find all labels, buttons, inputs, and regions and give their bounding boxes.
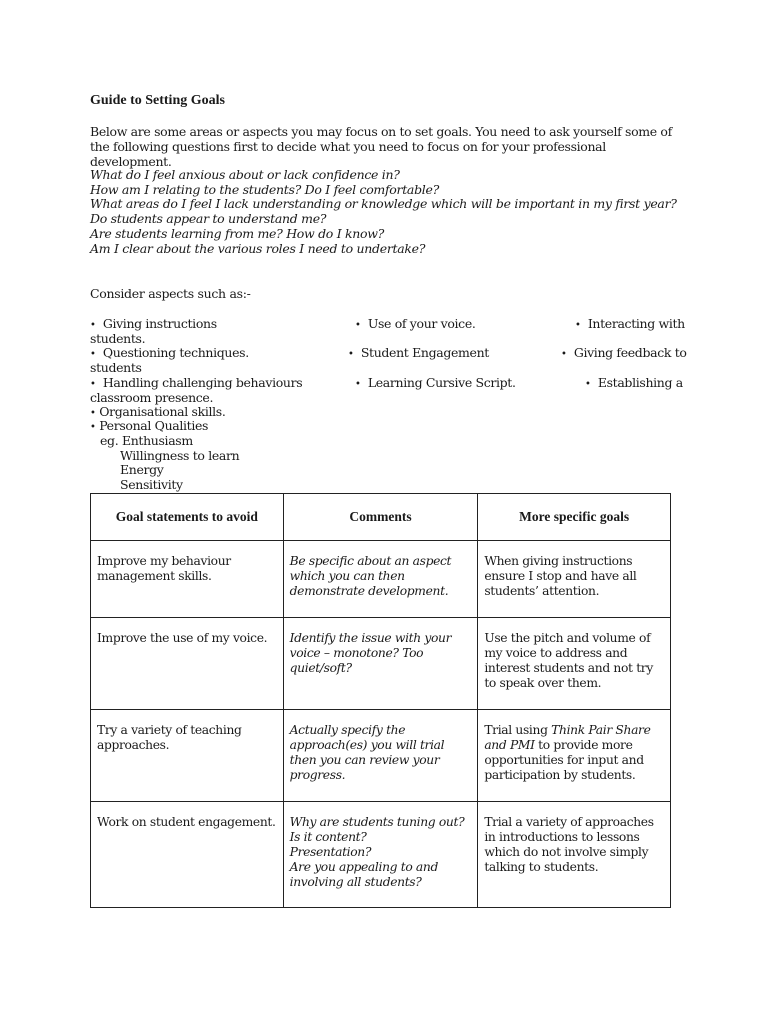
aspect-item <box>348 345 489 362</box>
goal-to-avoid: Try a variety of teaching approaches. <box>97 723 242 752</box>
specific-goal: Trial a variety of approaches in introductions to lessons which do not involve simply talking to students. <box>484 815 654 874</box>
table-cell <box>91 710 284 802</box>
table-cell <box>478 802 671 908</box>
aspect-label: Learning Cursive Script. <box>367 375 516 390</box>
aspect-item <box>585 375 683 392</box>
aspect-label: Personal Qualities <box>99 418 209 433</box>
page-title: Guide to Setting Goals <box>90 93 225 108</box>
aspect-wrap: classroom presence. <box>90 390 214 405</box>
table-cell <box>283 618 478 710</box>
comment-line: Why are students tuning out? <box>289 815 465 829</box>
comment-line: Are you appealing to and involving all students? <box>289 860 439 889</box>
comment: Identify the issue with your voice – monotone? Too quiet/soft? <box>289 631 452 675</box>
table-header-row <box>91 494 671 541</box>
aspect-item <box>355 316 476 333</box>
question: What do I feel anxious about or lack confidence in? <box>90 167 400 182</box>
quality-item: Sensitivity <box>120 477 183 492</box>
column-header: More specific goals <box>478 494 671 541</box>
table-cell <box>283 541 478 618</box>
specific-goal-text: Trial using <box>484 723 552 737</box>
goal-to-avoid: Work on student engagement. <box>97 815 276 829</box>
goal-to-avoid: Improve my behaviour management skills. <box>97 554 231 583</box>
aspect-label: Giving feedback to <box>573 345 687 360</box>
specific-goal: Use the pitch and volume of my voice to address and interest students and not try to speak over them. <box>484 631 653 690</box>
aspect-label: Giving instructions <box>102 316 217 331</box>
aspect-label: Interacting with <box>587 316 685 331</box>
bullet-icon: • <box>90 408 96 419</box>
strategy-names: Think Pair Share and PMI <box>484 723 651 752</box>
aspect-wrap: students. <box>90 331 146 346</box>
bullet-icon: • <box>561 349 567 360</box>
bullet-icon: • <box>355 379 361 390</box>
column-header: Goal statements to avoid <box>91 494 284 541</box>
table-row <box>91 618 671 710</box>
bullet-icon: • <box>575 320 581 331</box>
specific-goal: When giving instructions ensure I stop and have all students’ attention. <box>484 554 637 598</box>
goal-to-avoid: Improve the use of my voice. <box>97 631 268 645</box>
aspect-wrap: students <box>90 360 142 375</box>
comment-line: Presentation? <box>289 845 372 859</box>
aspect-label: Student Engagement <box>360 345 489 360</box>
table-cell <box>91 618 284 710</box>
qualities-eg: eg. Enthusiasm <box>100 433 193 448</box>
aspect-label: Organisational skills. <box>99 404 226 419</box>
table-row <box>91 802 671 908</box>
quality-item: Energy <box>120 462 164 477</box>
question: What areas do I feel I lack understanding or knowledge which will be important in my first year? <box>90 196 677 212</box>
aspect-label: Establishing a <box>597 375 683 390</box>
question: How am I relating to the students? Do I feel comfortable? <box>90 181 439 197</box>
comment: Be specific about an aspect which you can then demonstrate development. <box>289 554 452 598</box>
comment-line: Is it content? <box>289 830 367 844</box>
intro-paragraph: Below are some areas or aspects you may focus on to set goals. You need to ask yourself some of the following questions first to decide what you need to focus on for your professional development. <box>90 124 672 169</box>
table-cell <box>283 710 478 802</box>
table-row <box>91 710 671 802</box>
specific-goal-text: to provide more opportunities for input and participation by students. <box>484 738 644 782</box>
aspect-item <box>561 345 687 362</box>
aspect-label: Use of your voice. <box>367 316 476 331</box>
goals-table <box>90 493 671 908</box>
table-row <box>91 541 671 618</box>
comment <box>284 802 478 896</box>
table-cell <box>283 802 478 908</box>
table-cell <box>91 802 284 908</box>
table-cell <box>478 618 671 710</box>
table-cell <box>91 541 284 618</box>
bullet-icon: • <box>348 349 354 360</box>
table-cell <box>478 710 671 802</box>
bullet-icon: • <box>355 320 361 331</box>
question: Are students learning from me? How do I know? <box>90 225 385 241</box>
aspect-item <box>355 375 516 392</box>
comment: Actually specify the approach(es) you will trial then you can review your progress. <box>289 723 445 782</box>
consider-label: Consider aspects such as:- <box>90 286 251 301</box>
bullet-icon: • <box>90 379 96 390</box>
bullet-icon: • <box>585 379 591 390</box>
quality-item: Willingness to learn <box>120 448 240 463</box>
bullet-icon: • <box>90 422 96 433</box>
column-header: Comments <box>283 494 478 541</box>
aspect-label: Handling challenging behaviours <box>102 375 303 390</box>
reflection-questions <box>90 168 677 256</box>
bullet-icon: • <box>90 320 96 331</box>
question: Am I clear about the various roles I need to undertake? <box>90 240 426 256</box>
table-cell <box>478 541 671 618</box>
aspect-label: Questioning techniques. <box>102 345 249 360</box>
specific-goal <box>478 710 670 789</box>
bullet-icon: • <box>90 349 96 360</box>
question: Do students appear to understand me? <box>90 211 327 227</box>
aspect-item <box>575 316 685 333</box>
